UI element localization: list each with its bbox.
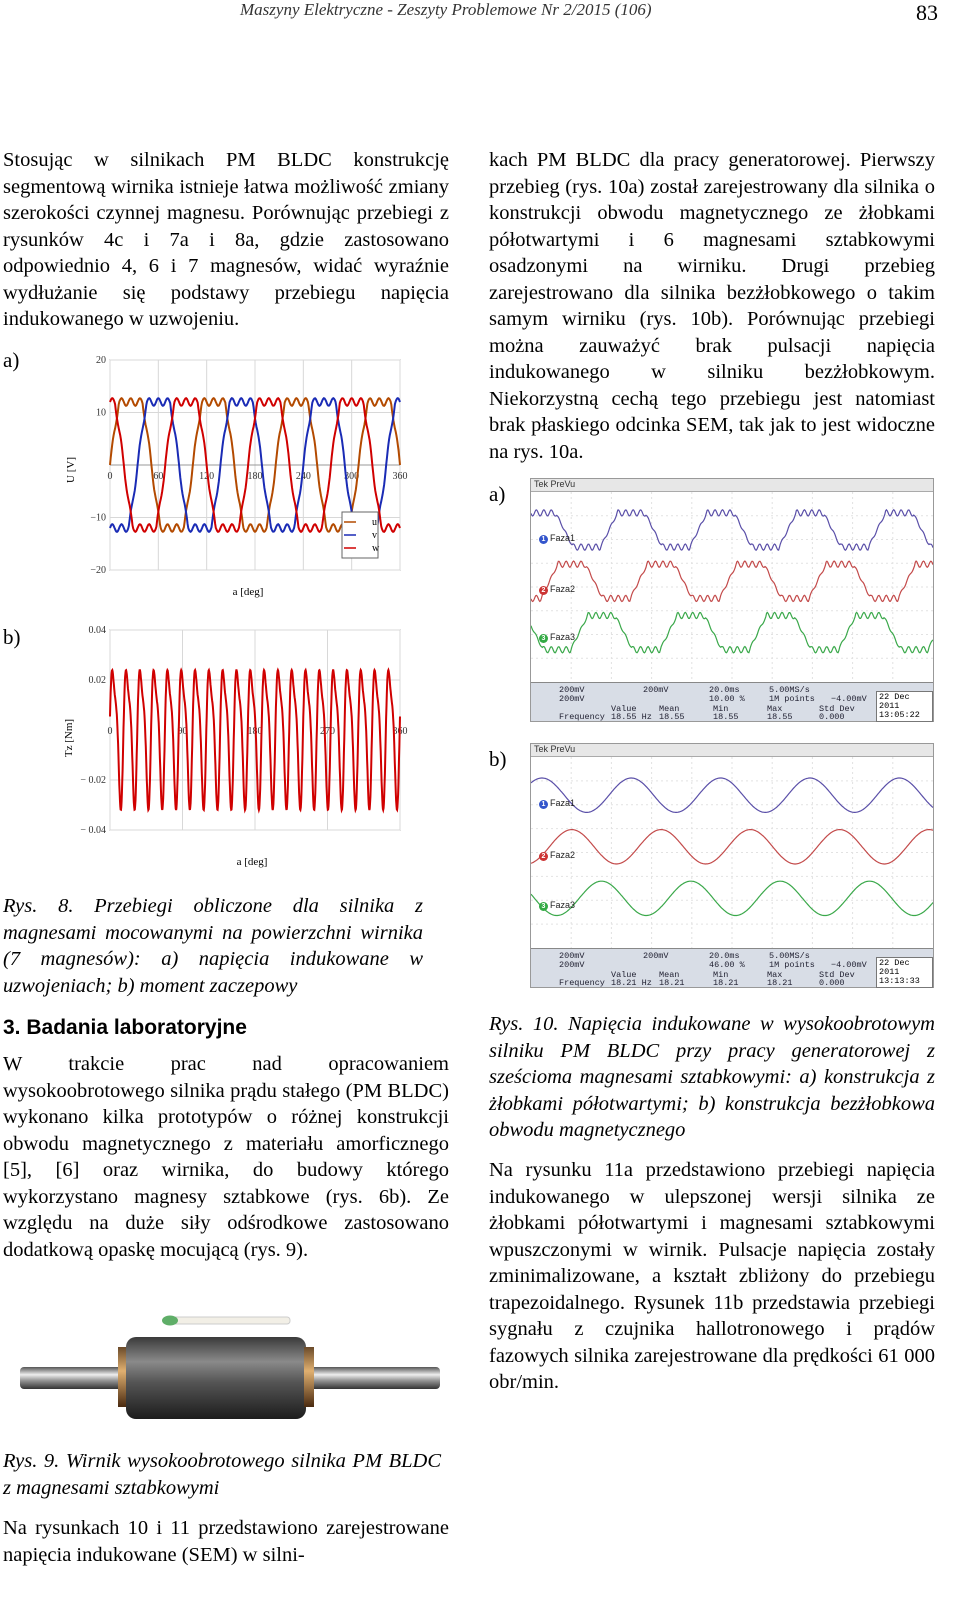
status-ch3: 200mV [559, 694, 585, 704]
scope-topbar [531, 479, 933, 492]
scope-brand: Tek PreVu [534, 479, 576, 489]
channel-2-badge: 2 [539, 586, 548, 595]
fig8a-xtick: 300 [344, 471, 360, 482]
fig8a-xtick: 120 [199, 471, 215, 482]
status-trig-level: −4.00mV [831, 960, 867, 970]
scope-grid [531, 492, 933, 682]
scope-date-box [876, 691, 933, 722]
scope-date-box [876, 957, 933, 988]
meas-mean: 18.21 [659, 978, 685, 988]
scope-status-bar [531, 948, 933, 987]
meas-mean: 18.55 [659, 712, 685, 722]
scope-status-bar [531, 682, 933, 721]
status-ch2: 200mV [643, 685, 669, 695]
fig8a-xtick: 180 [247, 471, 263, 482]
fig8b-ytick: 0.02 [88, 675, 106, 686]
fig8b-label: b) [3, 625, 21, 649]
fig8a-legend-w: w [372, 543, 380, 554]
fig10a-label: a) [489, 482, 506, 506]
status-time: 20.0ms [709, 685, 740, 695]
fig8b-chart [30, 620, 410, 875]
fig8b-xlabel: a [deg] [236, 856, 268, 868]
status-ch1: 200mV [559, 951, 585, 961]
fig9-caption: Rys. 9. Wirnik wysokoobrotowego silnika PM BLDC z magnesami sztabkowymi [3, 1450, 441, 1499]
channel-2-label: Faza2 [550, 850, 576, 860]
right-paragraph-2: Na rysunku 11a przedstawiono przebiegi napięcia indukowanego w ulepszonej wersji silnika ze żłobkami półotwartymi i magnesami sztabkowymi wpuszczonymi w wirnik. Pulsacje napięcia zostały zminimalizowane, a kształt zbliżony do przebiegu trapezoidalnego. Rysunek 11b przedstawia przebiegi sygnału z czujnika hallotronowego i prądów fazowych silnika zarejestrowane dla prędkości 61 000 obr/min. [489, 1159, 935, 1393]
meas-mean-h: Mean [659, 704, 680, 714]
fig8b-xtick: 360 [392, 726, 408, 737]
right-paragraph-1: kach PM BLDC dla pracy generatorowej. Pierwszy przebieg (rys. 10a) został zarejestrowany dla silnika o konstrukcji obwodu magnetycznego ze żłobkami półotwartymi i 6 magnesami sztabkowymi osadzonymi na wirniku. Drugi przebieg zarejestrowano dla silnika bezżłobkowego o takim samym wirniku (rys. 10b). Porównując przebiegi można zauważyć brak pulsacji napięcia indukowanego w silniku bezżłobkowym. Niekorzystną cechą tego przebiegu jest natomiast brak płaskiego odcinka SEM, tak jak to jest widoczne na rys. 10a. [489, 149, 935, 463]
meas-mean-h: Mean [659, 970, 680, 980]
fig8a-label: a) [3, 348, 20, 372]
channel-1-label: Faza1 [550, 533, 576, 543]
meas-std: 0.000 [819, 712, 845, 722]
fig8a-xlabel: a [deg] [232, 586, 264, 598]
fig8b-xtick: 270 [320, 726, 335, 737]
left-paragraph-2: W trakcie prac nad opracowaniem wysokoobrotowego silnika prądu stałego (PM BLDC) wykonano kilka prototypów o różnej konstrukcji obwodu magnetycznego z materiału amorficznego [5], [6] oraz wirnika, do budowy którego wykorzystano magnesy sztabkowe (rys. 6b). Ze względu na duże siły odśrodkowe zastosowano dodatkową opaskę mocującą (rys. 9). [3, 1053, 449, 1261]
meas-max: 18.55 [767, 712, 793, 722]
fig8a-xtick: 360 [392, 471, 408, 482]
fig8a-legend-u: u [372, 517, 377, 528]
fig8b-ylabel: Tz [Nm] [63, 718, 75, 758]
meas-value: 18.21 Hz [611, 978, 652, 988]
channel-1-label: Faza1 [550, 798, 576, 808]
fig10b-label: b) [489, 747, 507, 771]
channel-3-badge: 3 [539, 634, 548, 643]
scope-channel-3 [539, 632, 575, 643]
scope-channel-3 [539, 900, 575, 911]
oscilloscope-10b [530, 743, 934, 988]
fig10-caption: Rys. 10. Napięcia indukowane w wysokoobrotowym silniku PM BLDC przy pracy generatorowej z sześcioma magnesami sztabkowymi: a) konstrukcja z żłobkami półotwartymi; b) konstrukcja bezżłobkowa obwodu magnetycznego [489, 1013, 935, 1141]
meas-min: 18.55 [713, 712, 739, 722]
page-number: 83 [916, 0, 938, 25]
status-trig-level: −4.00mV [831, 694, 867, 704]
matchstick [162, 1316, 290, 1326]
scope-clock: 13:05:22 [879, 710, 920, 720]
meas-label: Frequency [559, 978, 605, 988]
scope-channel-2 [539, 584, 575, 595]
status-time: 20.0ms [709, 951, 740, 961]
fig8b-ytick: − 0.04 [80, 825, 106, 836]
status-rate: 5.00MS/s [769, 951, 810, 961]
fig8-caption: Rys. 8. Przebiegi obliczone dla silnika z magnesami mocowanymi na powierzchni wirnika (7 magnesów): a) napięcia indukowane w uzwojeniach; b) moment zaczepowy [3, 895, 423, 997]
status-rate: 5.00MS/s [769, 685, 810, 695]
meas-min-h: Min [713, 704, 729, 714]
meas-value-h: Value [611, 970, 637, 980]
status-ch2: 200mV [643, 951, 669, 961]
scope-screen [531, 492, 933, 682]
scope-grid [531, 757, 933, 948]
status-points: 1M points [769, 960, 815, 970]
scope-screen [531, 757, 933, 948]
meas-min: 18.21 [713, 978, 739, 988]
scope-traces [531, 510, 933, 653]
scope-channel-1 [539, 798, 575, 809]
rotor-body [126, 1337, 306, 1419]
channel-3-label: Faza3 [550, 632, 576, 642]
scope-date: 22 Dec 2011 [879, 958, 910, 977]
fig8b-ytick: 0.04 [88, 625, 106, 636]
fig8a-ytick: −20 [90, 565, 106, 576]
status-points: 1M points [769, 694, 815, 704]
matchstick-body [170, 1317, 290, 1324]
meas-label: Frequency [559, 712, 605, 722]
fig8a-legend-v: v [372, 530, 377, 541]
status-trig: 46.00 % [709, 960, 745, 970]
meas-std-h: Std Dev [819, 704, 855, 714]
fig8b-xtick: 180 [247, 726, 263, 737]
status-ch1: 200mV [559, 685, 585, 695]
scope-date: 22 Dec 2011 [879, 692, 910, 711]
channel-3-badge: 3 [539, 902, 548, 911]
scope-topbar [531, 744, 933, 757]
channel-1-badge: 1 [539, 800, 548, 809]
fig8a-xtick: 0 [107, 471, 113, 482]
matchstick-head [162, 1316, 178, 1326]
meas-max: 18.21 [767, 978, 793, 988]
fig8b-ytick: − 0.02 [80, 775, 106, 786]
meas-max-h: Max [767, 704, 783, 714]
scope-channel-2 [539, 850, 575, 861]
fig8a-ytick: 20 [96, 355, 106, 366]
scope-brand: Tek PreVu [534, 744, 576, 754]
status-trig: 10.00 % [709, 694, 745, 704]
oscilloscope-10a [530, 478, 934, 722]
meas-min-h: Min [713, 970, 729, 980]
scope-clock: 13:13:33 [879, 976, 920, 986]
meas-max-h: Max [767, 970, 783, 980]
channel-1-badge: 1 [539, 535, 548, 544]
fig8a-ytick: 10 [96, 407, 106, 419]
scope-channel-1 [539, 533, 575, 544]
fig8a-xtick: 60 [153, 471, 164, 482]
meas-value: 18.55 Hz [611, 712, 652, 722]
fig8b-xtick: 90 [177, 726, 188, 737]
journal-header: Maszyny Elektryczne - Zeszyty Problemowe Nr 2/2015 (106) [240, 0, 652, 19]
section-title: 3. Badania laboratoryjne [3, 1016, 247, 1039]
channel-2-badge: 2 [539, 852, 548, 861]
fig8a-legend [342, 512, 380, 558]
fig8a-ylabel: U [V] [65, 457, 77, 483]
left-paragraph-1: Stosując w silnikach PM BLDC konstrukcję segmentową wirnika istnieje łatwa możliwość zmiany szerokości czynnej magnesu. Porównując przebiegi z rysunków 4c i 7a i 8a, gdzie zastosowano odpowiednio 4, 6 i 7 magnesów, widać wyraźnie wydłużanie się podstawy przebiegu napięcia indukowanego w uzwojeniu. [3, 149, 449, 330]
fig8a-ytick: −10 [90, 512, 106, 524]
channel-3-label: Faza3 [550, 900, 576, 910]
fig8a-chart [30, 350, 410, 605]
status-ch3: 200mV [559, 960, 585, 970]
meas-std-h: Std Dev [819, 970, 855, 980]
left-paragraph-3: Na rysunkach 10 i 11 przedstawiono zarejestrowane napięcia indukowane (SEM) w silni- [3, 1517, 449, 1566]
fig8b-xtick: 0 [107, 726, 113, 737]
channel-2-label: Faza2 [550, 584, 576, 594]
meas-std: 0.000 [819, 978, 845, 988]
fig8a-xtick: 240 [295, 471, 311, 482]
meas-value-h: Value [611, 704, 637, 714]
rotor-ring-right [304, 1347, 314, 1407]
rotor-photo [0, 1305, 450, 1435]
